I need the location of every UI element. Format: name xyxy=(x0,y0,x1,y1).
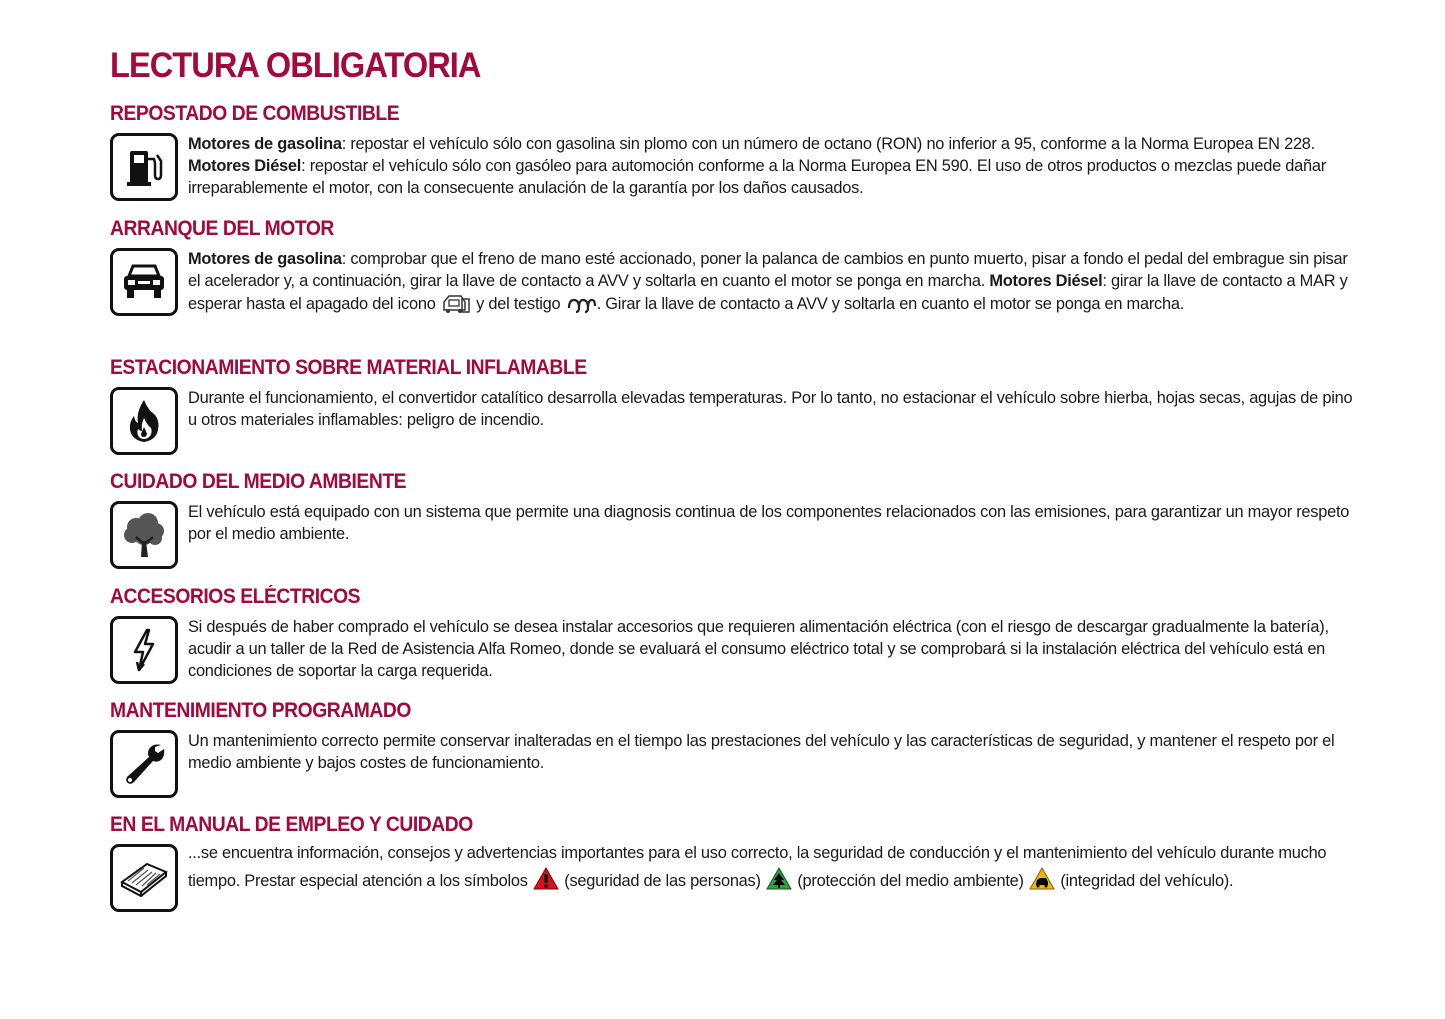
section-heading: CUIDADO DEL MEDIO AMBIENTE xyxy=(110,470,407,493)
section-heading: ARRANQUE DEL MOTOR xyxy=(110,217,334,240)
glow-plug-icon xyxy=(566,296,596,320)
page-title: LECTURA OBLIGATORIA xyxy=(110,46,481,85)
section-text: ...se encuentra información, consejos y advertencias importantes para el uso correcto, la seguridad de conducción y el mantenimiento del vehículo durante mucho tiempo. Prestar especial atención a los símbolos (seguridad de las personas) (protección del medio ambiente) (integridad del vehículo). xyxy=(188,840,1353,900)
section-maintenance xyxy=(110,698,1360,802)
section-environment xyxy=(110,469,1360,573)
section-text: Durante el funcionamiento, el convertidor catalítico desarrolla elevadas temperaturas. Por lo tanto, no estacionar el vehículo sobre hierba, hojas secas, agujas de pino u otros materiales inflamables: peligro de incendio. xyxy=(188,389,1353,429)
section-text: El vehículo está equipado con un sistema que permite una diagnosis continua de los componentes relacionados con las emisiones, para garantizar un mayor respeto por el medio ambiente. xyxy=(188,503,1350,543)
wrench-icon xyxy=(110,730,178,798)
section-manual xyxy=(110,812,1360,916)
section-text: Un mantenimiento correcto permite conservar inalteradas en el tiempo las prestaciones del vehículo y las características de seguridad, y mantener el respeto por el medio ambiente y bajos costes de funcionamiento. xyxy=(188,732,1335,772)
vehicle-integrity-icon xyxy=(1029,867,1055,900)
bold-label: Motores de gasolina xyxy=(188,135,342,153)
bold-label: Motores Diésel xyxy=(989,272,1103,290)
bold-label: Motores de gasolina xyxy=(188,250,342,268)
section-heading: ACCESORIOS ELÉCTRICOS xyxy=(110,585,361,608)
section-flammable xyxy=(110,355,1360,459)
section-text: Motores de gasolina: repostar el vehículo sólo con gasolina sin plomo con un número de octano (RON) no inferior a 95, conforme a la Norma Europea EN 228. Motores Diésel: repostar el vehículo sólo con gasóleo para automoción conforme a la Norma Europea EN 590. El uso de otros productos o mezclas puede dañar irreparablemente el motor, con la consecuente anulación de la garantía por los daños causados. xyxy=(188,135,1326,197)
fuel-pump-icon xyxy=(110,133,178,201)
section-fuel xyxy=(110,101,1360,205)
section-heading: EN EL MANUAL DE EMPLEO Y CUIDADO xyxy=(110,813,473,836)
section-electrical xyxy=(110,584,1360,688)
open-book-icon xyxy=(110,844,178,912)
flame-icon xyxy=(110,387,178,455)
environment-protection-icon xyxy=(766,867,792,900)
section-heading: ESTACIONAMIENTO SOBRE MATERIAL INFLAMABLE xyxy=(110,356,587,379)
warning-people-icon xyxy=(533,867,559,900)
section-heading: MANTENIMIENTO PROGRAMADO xyxy=(110,699,411,722)
section-heading: REPOSTADO DE COMBUSTIBLE xyxy=(110,102,400,125)
section-text: Motores de gasolina: comprobar que el freno de mano esté accionado, poner la palanca de cambios en punto muerto, pisar a fondo el pedal del embrague sin pisar el acelerador y, a continuación, girar la llave de contacto a AVV y soltarla en cuanto el motor se ponga en marcha. Motores Diésel: girar la llave de contacto a MAR y esperar hasta el apagado del icono y del testigo . Girar la llave de contacto a AVV y soltarla en cuanto el motor se ponga en marcha. xyxy=(188,248,1353,320)
section-text: Si después de haber comprado el vehículo se desea instalar accesorios que requieren alimentación eléctrica (con el riesgo de descargar gradualmente la batería), acudir a un taller de la Red de Asistencia Alfa Romeo, donde se evaluará el consumo eléctrico total y se comprobará si la instalación eléctrica del vehículo está en condiciones de soportar la carga requerida. xyxy=(188,618,1329,680)
lightning-icon xyxy=(110,616,178,684)
section-engine-start xyxy=(110,216,1360,320)
tree-icon xyxy=(110,501,178,569)
bold-label: Motores Diésel xyxy=(188,157,302,175)
car-front-icon xyxy=(110,248,178,316)
car-service-icon xyxy=(441,292,471,320)
